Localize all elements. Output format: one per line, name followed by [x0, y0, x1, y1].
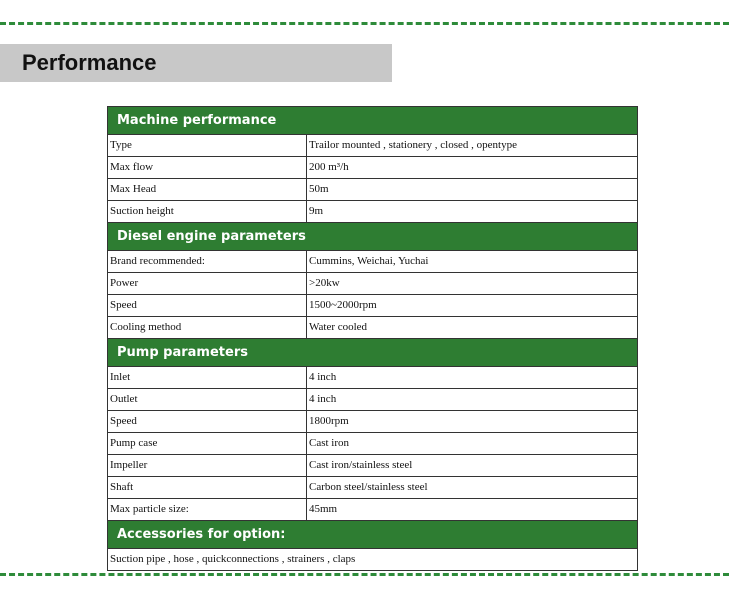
row-value: 1800rpm — [309, 415, 349, 427]
section-header-pump-parameters: Pump parameters — [108, 339, 637, 367]
row-value: >20kw — [309, 277, 340, 289]
table-row — [108, 317, 637, 339]
row-value: Trailor mounted , stationery , closed , opentype — [309, 139, 517, 151]
table-row — [108, 295, 637, 317]
row-label: Suction height — [108, 201, 307, 222]
row-value: 4 inch — [309, 393, 337, 405]
table-row — [108, 179, 637, 201]
row-value: Cast iron — [309, 437, 350, 449]
bottom-dashed-divider — [0, 573, 729, 576]
row-label: Max particle size: — [108, 499, 307, 520]
row-label: Outlet — [108, 389, 307, 410]
row-label: Max Head — [108, 179, 307, 200]
row-label: Shaft — [108, 477, 307, 498]
table-row — [108, 273, 637, 295]
row-label: Power — [108, 273, 307, 294]
table-row — [108, 201, 637, 223]
row-value: 45mm — [309, 503, 338, 515]
table-row — [108, 499, 637, 521]
row-label: Cooling method — [108, 317, 307, 338]
row-value: Cummins, Weichai, Yuchai — [309, 255, 429, 267]
row-value: Cast iron/stainless steel — [309, 459, 413, 471]
row-label: Speed — [108, 411, 307, 432]
row-value: 200 m³/h — [309, 161, 349, 173]
section-header-diesel-engine: Diesel engine parameters — [108, 223, 637, 251]
section-header-accessories: Accessories for option: — [108, 521, 637, 549]
row-value: Water cooled — [309, 321, 368, 333]
table-row — [108, 389, 637, 411]
row-label: Type — [108, 135, 307, 156]
row-label: Speed — [108, 295, 307, 316]
table-row — [108, 549, 637, 570]
row-value: 50m — [309, 183, 329, 195]
row-label: Impeller — [108, 455, 307, 476]
table-row — [108, 251, 637, 273]
top-dashed-divider — [0, 22, 729, 25]
row-value: 9m — [309, 205, 324, 217]
table-row — [108, 477, 637, 499]
row-label: Brand recommended: — [108, 251, 307, 272]
section-header-machine-performance: Machine performance — [108, 107, 637, 135]
table-row — [108, 135, 637, 157]
table-row — [108, 157, 637, 179]
table-row — [108, 411, 637, 433]
table-row — [108, 367, 637, 389]
heading-bar — [0, 44, 392, 82]
page-title: Performance — [22, 50, 157, 75]
row-label: Pump case — [108, 433, 307, 454]
row-value: Carbon steel/stainless steel — [309, 481, 428, 493]
row-label: Inlet — [108, 367, 307, 388]
spec-table — [107, 106, 638, 571]
table-row — [108, 455, 637, 477]
row-value: 1500~2000rpm — [309, 299, 377, 311]
row-label: Max flow — [108, 157, 307, 178]
row-value: 4 inch — [309, 371, 337, 383]
accessories-list: Suction pipe , hose , quickconnections , strainers , claps — [110, 553, 356, 565]
table-row — [108, 433, 637, 455]
